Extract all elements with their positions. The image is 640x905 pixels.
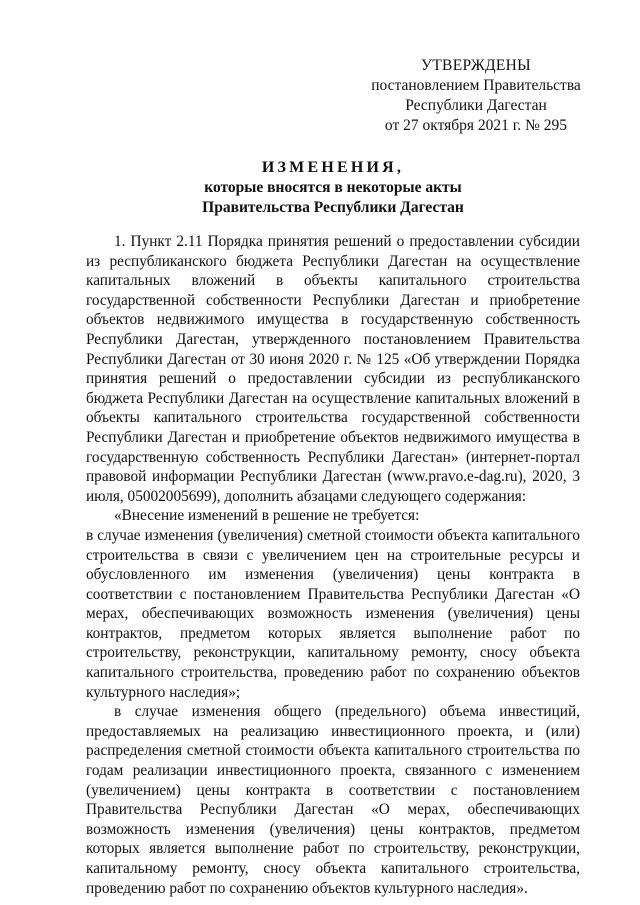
title-subtitle-2: Правительства Республики Дагестан [202,199,464,216]
paragraph-4: в случае изменения общего (предельного) объема инвестиций, предоставляемых на реализацию инвестиционного проекта, и (или) распределения сметной стоимости объекта капитального строительства по годам реализации инвестиционного проекта, связанного с изменением (увеличением) цены контракта в соответствии с постановлением Правительства Республики Дагестан «О мерах, обеспечивающих возможность изменения (увеличения) цены контрактов, предметом которых является выполнение работ по строительству, реконструкции, капитальному ремонту, сносу объекта капитального строительства, проведению работ по сохранению объектов культурного наследия». [86,703,580,897]
approval-line-2: Республики Дагестан [405,97,547,114]
paragraph-2: «Внесение изменений в решение не требуется: [114,507,420,525]
title-main: ИЗМЕНЕНИЯ, [261,159,405,176]
approval-line-1: постановлением Правительства [371,77,581,94]
approval-head: УТВЕРЖДЕНЫ [421,57,531,74]
title-subtitle-1: которые вносятся в некоторые акты [204,179,462,196]
paragraph-3: в случае изменения (увеличения) сметной стоимости объекта капитального строительства в связи с увеличением цен на строительные ресурсы и обусловленного им изменения (увеличения) цены контракта в соответствии с постановлением Правительства Республики Дагестан «О мерах, обеспечивающих возможность изменения (увеличения) цены контрактов, предметом которых является выполнение работ по строительству, реконструкции, капитальному ремонту, сносу объекта капитального строительства, проведению работ по сохранению объектов культурного наследия»; [86,526,580,701]
approval-line-3: от 27 октября 2021 г. № 295 [384,117,568,134]
document-body [86,232,580,898]
approval-stamp [356,56,596,136]
document-title [86,158,580,218]
paragraph-1: 1. Пункт 2.11 Порядка принятия решений о предоставлении субсидии из республиканского бюджета Республики Дагестан на осуществление капитальных вложений в объекты капитального строительства государственной собственности Республики Дагестан и приобретение объектов недвижимого имущества в государственную собственность Республики Дагестан, утвержденного постановлением Правительства Республики Дагестан от 30 июня 2020 г. № 125 «Об утверждении Порядка принятия решений о предоставлении субсидии из республиканского бюджета Республики Дагестан на осуществление капитальных вложений в объекты капитального строительства государственной собственности Республики Дагестан и приобретение объектов недвижимого имущества в государственную собственность Республики Дагестан» (интернет-портал правовой информации Республики Дагестан (www.pravo.e-dag.ru), 2020, 3 июля, 05002005699), дополнить абзацами следующего содержания: [86,233,580,505]
